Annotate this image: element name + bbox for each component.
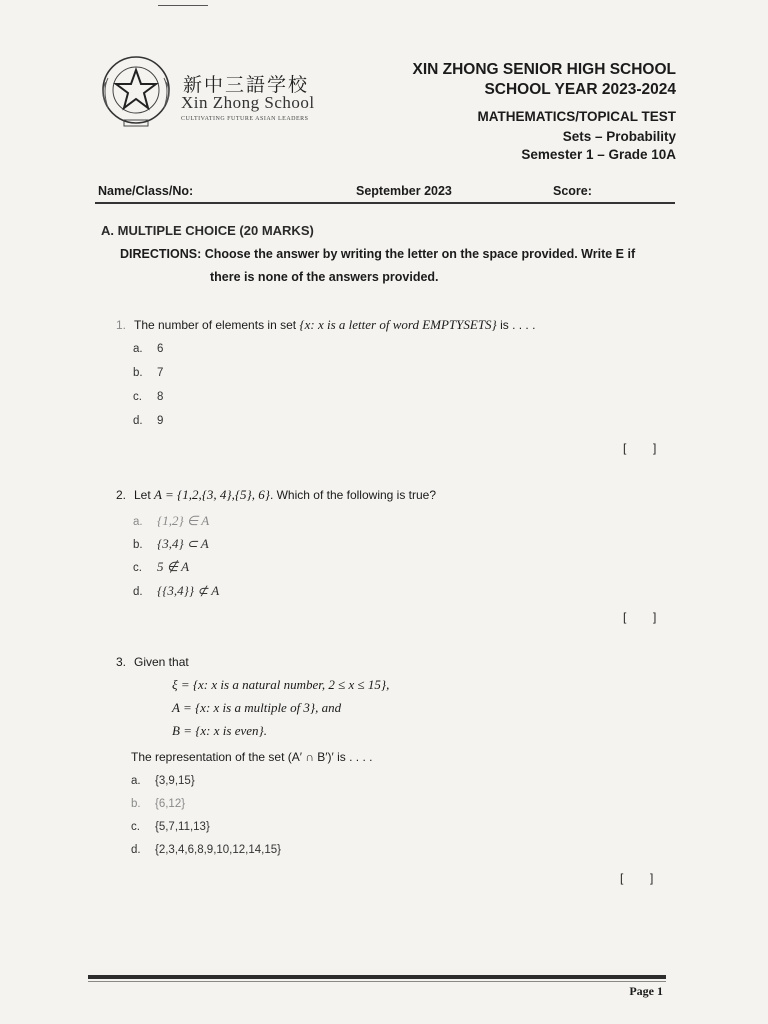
page-number: Page 1 [629,984,663,998]
score-label: Score: [553,184,592,198]
semester-grade: Semester 1 – Grade 10A [521,147,676,162]
option-1b: b. 7 [133,367,164,379]
logo-chinese-name: 新中三語学校 [183,74,310,96]
question-number: 2. [116,488,127,502]
question-text-end: . Which of the following is true? [269,488,437,502]
name-class-no-label: Name/Class/No: [98,184,194,198]
question-number: 3. [116,655,127,669]
test-subject: MATHEMATICS/TOPICAL TEST [477,109,676,124]
test-topic: Sets – Probability [562,129,676,144]
option-1c: c. 8 [133,391,164,403]
header-divider [95,202,675,204]
option-2b: b. {3,4} ⊂ A [133,536,209,551]
answer-bracket-3[interactable]: [ ] [620,871,654,885]
logo-english-name: Xin Zhong School [181,93,315,112]
given-universal-set: ξ = {x: x is a natural number, 2 ≤ x ≤ 15}, [172,677,390,692]
question-number: 1. [116,318,127,332]
directions-line-2: there is none of the answers provided. [210,270,439,284]
question-text-end: is . . . . [496,318,536,332]
option-2a: a. {1,2} ∈ A [133,513,210,528]
option-2c: c. 5 ∉ A [133,559,190,574]
question-3 [116,655,189,669]
school-logo-emblem [98,52,178,132]
question-text: Given that [134,655,189,669]
option-1a: a. 6 [133,343,164,355]
question-math: {x: x is a letter of word EMPTYSETS} [299,317,497,332]
option-3a: a. {3,9,15} [131,775,195,787]
footer-rule-thin [88,981,666,982]
directions-line-1: DIRECTIONS: Choose the answer by writing the letter on the space provided. Write E if [120,247,636,261]
given-set-a: A = {x: x is a multiple of 3}, and [172,700,342,715]
answer-bracket-2[interactable]: [ ] [623,610,657,624]
option-1d: d. 9 [133,415,164,427]
question-text: The number of elements in set [134,318,300,332]
logo-motto: CULTIVATING FUTURE ASIAN LEADERS [181,116,309,122]
option-3c: c. {5,7,11,13} [131,821,210,833]
question-3-prompt: The representation of the set (A′ ∩ B′)′ is . . . . [131,750,373,764]
top-rule [158,5,208,6]
question-1 [116,317,535,333]
given-set-b: B = {x: x is even}. [172,723,267,738]
test-date: September 2023 [356,184,452,198]
school-year: SCHOOL YEAR 2023-2024 [484,81,676,98]
answer-bracket-1[interactable]: [ ] [623,441,657,455]
option-3b: b. {6,12} [131,798,186,810]
option-3d: d. {2,3,4,6,8,9,10,12,14,15} [131,844,281,856]
question-text: Let [134,488,155,502]
section-title: A. MULTIPLE CHOICE (20 MARKS) [101,223,314,238]
footer-rule [88,975,666,979]
option-2d: d. {{3,4}} ⊄ A [133,583,220,598]
question-2 [116,487,436,503]
school-name: XIN ZHONG SENIOR HIGH SCHOOL [412,61,676,78]
question-math: A = {1,2,{3, 4},{5}, 6} [154,487,270,502]
